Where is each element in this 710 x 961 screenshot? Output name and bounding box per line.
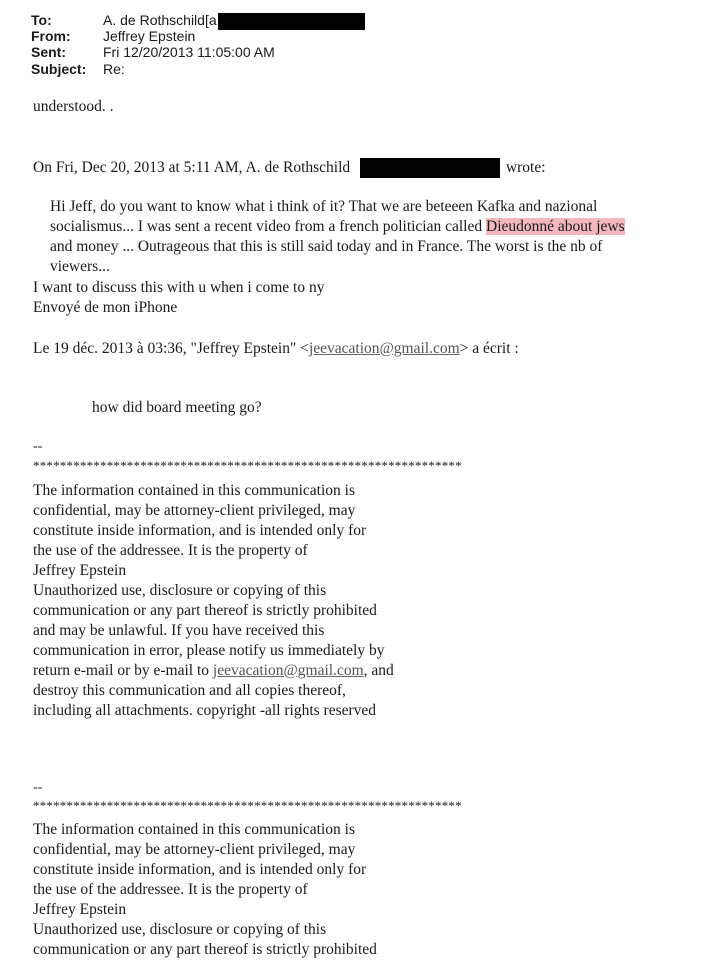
return-suffix: , and bbox=[363, 662, 394, 679]
disclaimer-line: confidential, may be attorney-client privileged, may bbox=[33, 502, 356, 519]
disclaimer-line: the use of the addressee. It is the property of bbox=[33, 542, 308, 559]
disclaimer-line: constitute inside information, and is intended only for bbox=[33, 522, 367, 539]
separator-stars: **************************************************************** bbox=[33, 798, 462, 813]
french-intro bbox=[33, 339, 519, 359]
nested-question: how did board meeting go? bbox=[92, 399, 262, 416]
quoted-intro-suffix: wrote: bbox=[505, 159, 546, 176]
subject-label: Subject: bbox=[31, 61, 87, 77]
french-intro-prefix: Le 19 déc. 2013 à 03:36, "Jeffrey Epstein" < bbox=[33, 340, 309, 357]
quoted-line: viewers... bbox=[50, 258, 110, 275]
quoted-after-line: I want to discuss this with u when i come to ny bbox=[33, 279, 325, 296]
subject-row bbox=[31, 61, 125, 77]
quoted-intro-prefix: On Fri, Dec 20, 2013 at 5:11 AM, A. de Rothschild bbox=[33, 159, 351, 176]
disclaimer-line: constitute inside information, and is intended only for bbox=[33, 861, 367, 878]
from-value: Jeffrey Epstein bbox=[103, 28, 196, 44]
disclaimer-line: Jeffrey Epstein bbox=[33, 901, 127, 918]
french-intro-suffix: > a écrit : bbox=[459, 340, 519, 357]
disclaimer-line: and may be unlawful. If you have received this bbox=[33, 622, 325, 639]
disclaimer-line: communication in error, please notify us immediately by bbox=[33, 642, 385, 659]
disclaimer-line: including all attachments. copyright -all rights reserved bbox=[33, 702, 377, 719]
separator-stars: **************************************************************** bbox=[33, 458, 462, 473]
disclaimer-line: communication or any part thereof is strictly prohibited bbox=[33, 941, 377, 958]
disclaimer-line: The information contained in this communication is bbox=[33, 482, 355, 499]
disclaimer-line: Unauthorized use, disclosure or copying of this bbox=[33, 921, 327, 938]
return-prefix: return e-mail or by e-mail to bbox=[33, 662, 213, 679]
email-link[interactable]: jeevacation@gmail.com bbox=[212, 662, 364, 679]
redaction-bar bbox=[360, 158, 500, 178]
disclaimer-line: destroy this communication and all copies thereof, bbox=[33, 682, 346, 699]
from-row bbox=[31, 28, 195, 44]
quoted-line bbox=[50, 217, 625, 237]
disclaimer-line bbox=[33, 661, 394, 681]
from-label: From: bbox=[31, 28, 71, 44]
sent-value: Fri 12/20/2013 11:05:00 AM bbox=[103, 44, 275, 60]
to-value: A. de Rothschild[a bbox=[103, 12, 217, 28]
sent-from-iphone: Envoyé de mon iPhone bbox=[33, 299, 178, 316]
disclaimer-line: Unauthorized use, disclosure or copying of this bbox=[33, 582, 327, 599]
redaction-bar bbox=[218, 13, 365, 30]
disclaimer-line: Jeffrey Epstein bbox=[33, 562, 127, 579]
disclaimer-line: The information contained in this communication is bbox=[33, 821, 355, 838]
to-label: To: bbox=[31, 12, 52, 28]
disclaimer-line: confidential, may be attorney-client privileged, may bbox=[33, 841, 356, 858]
subject-value: Re: bbox=[103, 61, 125, 77]
reply-body: understood. . bbox=[33, 98, 114, 115]
quoted-intro bbox=[33, 158, 546, 178]
sent-label: Sent: bbox=[31, 44, 66, 60]
disclaimer-line: communication or any part thereof is strictly prohibited bbox=[33, 602, 377, 619]
signature-dash: -- bbox=[33, 439, 43, 454]
disclaimer-line: the use of the addressee. It is the property of bbox=[33, 881, 308, 898]
quoted-line: and money ... Outrageous that this is still said today and in France. The worst is the nb of bbox=[50, 238, 603, 255]
quoted-line-text: socialismus... I was sent a recent video from a french politician called bbox=[50, 218, 483, 235]
sent-row bbox=[31, 44, 275, 60]
quoted-line: Hi Jeff, do you want to know what i think of it? That we are beteeen Kafka and nazional bbox=[50, 198, 598, 215]
highlighted-text: Dieudonné about jews bbox=[486, 218, 625, 235]
email-link[interactable]: jeevacation@gmail.com bbox=[308, 340, 460, 357]
signature-dash: -- bbox=[33, 780, 43, 795]
